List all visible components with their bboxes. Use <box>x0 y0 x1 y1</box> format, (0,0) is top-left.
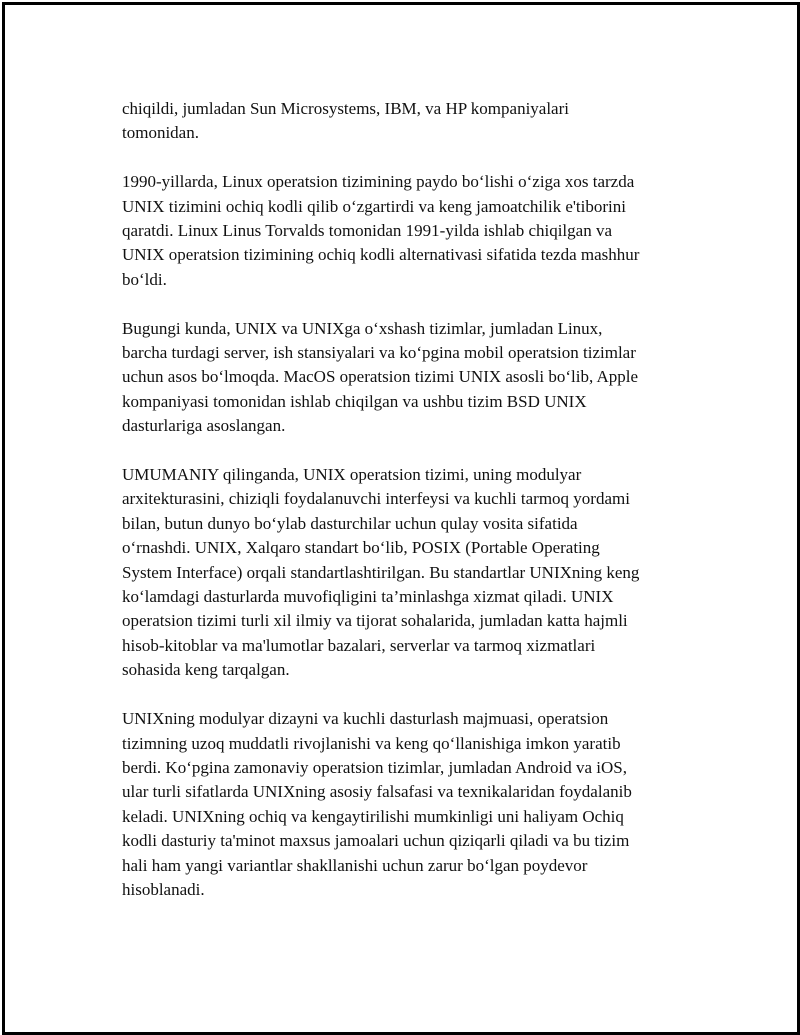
paragraph-3 <box>122 317 688 439</box>
text-line: UNIXning modulyar dizayni va kuchli dasturlash majmuasi, operatsion <box>122 709 609 729</box>
text-line: keladi. UNIXning ochiq va kengaytirilishi mumkinligi uni haliyam Ochiq <box>122 806 624 826</box>
text-line: kodli dasturiy ta'minot maxsus jamoalari uchun qiziqarli qiladi va bu tizim <box>122 831 630 851</box>
text-line: uchun asos bo‘lmoqda. MacOS operatsion tizimi UNIX asosli bo‘lib, Apple <box>122 367 639 387</box>
text-line: operatsion tizimi turli xil ilmiy va tijorat sohalarida, jumladan katta hajmli <box>122 611 628 631</box>
text-line: o‘rnashdi. UNIX, Xalqaro standart bo‘lib, POSIX (Portable Operating <box>122 538 600 558</box>
text-line: sohasida keng tarqalgan. <box>122 660 290 680</box>
text-line: hisob-kitoblar va ma'lumotlar bazalari, serverlar va tarmoq xizmatlari <box>122 635 596 655</box>
paragraph-1 <box>122 97 688 146</box>
text-line: tomonidan. <box>122 123 199 143</box>
text-line: tizimning uzoq muddatli rivojlanishi va keng qo‘llanishiga imkon yaratib <box>122 733 621 753</box>
text-line: arxitekturasini, chiziqli foydalanuvchi interfeysi va kuchli tarmoq yordami <box>122 489 630 509</box>
text-line: bilan, butun dunyo bo‘ylab dasturchilar uchun qulay vosita sifatida <box>122 513 578 533</box>
text-line: dasturlariga asoslangan. <box>122 416 286 436</box>
text-line: chiqildi, jumladan Sun Microsystems, IBM, va HP kompaniyalari <box>122 99 569 118</box>
page-frame <box>2 2 800 1035</box>
text-line: barcha turdagi server, ish stansiyalari va ko‘pgina mobil operatsion tizimlar <box>122 343 636 363</box>
text-line: UNIX tizimini ochiq kodli qilib o‘zgartirdi va keng jamoatchilik e'tiborini <box>122 196 626 216</box>
text-line: 1990-yillarda, Linux operatsion tizimining paydo bo‘lishi o‘ziga xos tarzda <box>122 172 635 192</box>
paragraph-4 <box>122 463 688 683</box>
document-body <box>122 97 688 927</box>
text-line: hisoblanadi. <box>122 879 205 899</box>
text-line: bo‘ldi. <box>122 269 167 289</box>
text-line: qaratdi. Linux Linus Torvalds tomonidan 1991-yilda ishlab chiqilgan va <box>122 221 612 241</box>
text-line: ular turli sifatlarda UNIXning asosiy falsafasi va texnikalaridan foydalanib <box>122 782 632 802</box>
text-line: UMUMANIY qilinganda, UNIX operatsion tizimi, uning modulyar <box>122 465 582 485</box>
text-line: ko‘lamdagi dasturlarda muvofiqligini ta’minlashga xizmat qiladi. UNIX <box>122 587 614 607</box>
paragraph-5 <box>122 707 688 902</box>
text-line: berdi. Ko‘pgina zamonaviy operatsion tizimlar, jumladan Android va iOS, <box>122 757 627 777</box>
text-line: UNIX operatsion tizimining ochiq kodli alternativasi sifatida tezda mashhur <box>122 245 640 265</box>
paragraph-2 <box>122 170 688 292</box>
text-line: Bugungi kunda, UNIX va UNIXga o‘xshash tizimlar, jumladan Linux, <box>122 318 603 338</box>
text-line: kompaniyasi tomonidan ishlab chiqilgan va ushbu tizim BSD UNIX <box>122 391 587 411</box>
text-line: System Interface) orqali standartlashtirilgan. Bu standartlar UNIXning keng <box>122 562 640 582</box>
text-line: hali ham yangi variantlar shakllanishi uchun zarur bo‘lgan poydevor <box>122 855 588 875</box>
